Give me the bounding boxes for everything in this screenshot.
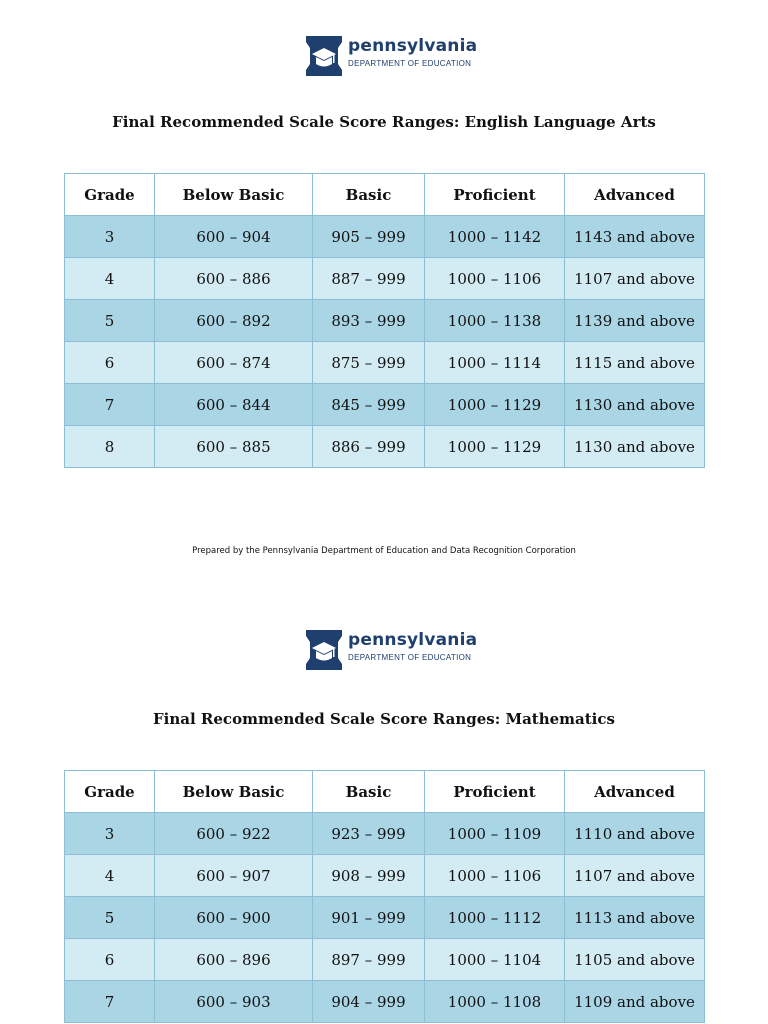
col-header-below-basic: Below Basic (155, 771, 313, 813)
cell-below-basic: 600 – 904 (155, 216, 313, 258)
cell-below-basic: 600 – 892 (155, 300, 313, 342)
cell-below-basic: 600 – 900 (155, 897, 313, 939)
pa-education-logo (304, 34, 478, 78)
cell-advanced: 1139 and above (565, 300, 705, 342)
cell-grade: 4 (65, 855, 155, 897)
col-header-grade: Grade (65, 174, 155, 216)
cell-basic: 901 – 999 (313, 897, 425, 939)
keystone-icon (304, 628, 344, 670)
table-row (65, 342, 705, 384)
cell-grade: 5 (65, 300, 155, 342)
cell-proficient: 1000 – 1106 (425, 258, 565, 300)
cell-proficient: 1000 – 1109 (425, 813, 565, 855)
cell-advanced: 1110 and above (565, 813, 705, 855)
table-row (65, 855, 705, 897)
math-score-table (64, 770, 705, 1023)
cell-proficient: 1000 – 1108 (425, 981, 565, 1023)
cell-grade: 3 (65, 216, 155, 258)
table-row (65, 813, 705, 855)
cell-advanced: 1107 and above (565, 258, 705, 300)
cell-grade: 4 (65, 258, 155, 300)
col-header-below-basic: Below Basic (155, 174, 313, 216)
cell-basic: 845 – 999 (313, 384, 425, 426)
cell-grade: 8 (65, 426, 155, 468)
table-row (65, 897, 705, 939)
table-row (65, 939, 705, 981)
cell-below-basic: 600 – 874 (155, 342, 313, 384)
col-header-grade: Grade (65, 771, 155, 813)
cell-below-basic: 600 – 903 (155, 981, 313, 1023)
cell-below-basic: 600 – 896 (155, 939, 313, 981)
ela-title: Final Recommended Scale Score Ranges: English Language Arts (112, 113, 656, 131)
cell-proficient: 1000 – 1129 (425, 384, 565, 426)
cell-grade: 6 (65, 939, 155, 981)
cell-basic: 875 – 999 (313, 342, 425, 384)
col-header-proficient: Proficient (425, 174, 565, 216)
cell-grade: 5 (65, 897, 155, 939)
cell-basic: 897 – 999 (313, 939, 425, 981)
ela-score-table (64, 173, 705, 468)
cell-below-basic: 600 – 885 (155, 426, 313, 468)
table-row (65, 216, 705, 258)
table-row (65, 300, 705, 342)
col-header-basic: Basic (313, 174, 425, 216)
org-name: pennsylvania (348, 36, 478, 56)
cell-proficient: 1000 – 1114 (425, 342, 565, 384)
table-row (65, 384, 705, 426)
table-row (65, 981, 705, 1023)
cell-proficient: 1000 – 1106 (425, 855, 565, 897)
cell-advanced: 1130 and above (565, 384, 705, 426)
col-header-proficient: Proficient (425, 771, 565, 813)
cell-advanced: 1115 and above (565, 342, 705, 384)
math-title: Final Recommended Scale Score Ranges: Mathematics (153, 710, 615, 728)
cell-advanced: 1130 and above (565, 426, 705, 468)
cell-advanced: 1143 and above (565, 216, 705, 258)
cell-below-basic: 600 – 844 (155, 384, 313, 426)
cell-proficient: 1000 – 1129 (425, 426, 565, 468)
table-row (65, 426, 705, 468)
table-row (65, 258, 705, 300)
cell-below-basic: 600 – 907 (155, 855, 313, 897)
footer-note: Prepared by the Pennsylvania Department of Education and Data Recognition Corporation (192, 546, 576, 556)
org-subtitle: DEPARTMENT OF EDUCATION (348, 59, 472, 68)
cell-advanced: 1107 and above (565, 855, 705, 897)
cell-basic: 886 – 999 (313, 426, 425, 468)
cell-basic: 905 – 999 (313, 216, 425, 258)
col-header-advanced: Advanced (565, 174, 705, 216)
cell-proficient: 1000 – 1142 (425, 216, 565, 258)
cell-advanced: 1113 and above (565, 897, 705, 939)
cell-basic: 904 – 999 (313, 981, 425, 1023)
org-subtitle: DEPARTMENT OF EDUCATION (348, 653, 472, 662)
cell-grade: 7 (65, 384, 155, 426)
cell-proficient: 1000 – 1138 (425, 300, 565, 342)
cell-advanced: 1105 and above (565, 939, 705, 981)
col-header-basic: Basic (313, 771, 425, 813)
pa-education-logo (304, 628, 478, 672)
cell-below-basic: 600 – 922 (155, 813, 313, 855)
cell-proficient: 1000 – 1112 (425, 897, 565, 939)
cell-below-basic: 600 – 886 (155, 258, 313, 300)
table-header-row (65, 771, 705, 813)
cell-basic: 923 – 999 (313, 813, 425, 855)
cell-basic: 908 – 999 (313, 855, 425, 897)
cell-proficient: 1000 – 1104 (425, 939, 565, 981)
col-header-advanced: Advanced (565, 771, 705, 813)
org-name: pennsylvania (348, 630, 478, 650)
cell-basic: 893 – 999 (313, 300, 425, 342)
cell-grade: 6 (65, 342, 155, 384)
keystone-icon (304, 34, 344, 76)
table-header-row (65, 174, 705, 216)
cell-advanced: 1109 and above (565, 981, 705, 1023)
cell-grade: 7 (65, 981, 155, 1023)
cell-grade: 3 (65, 813, 155, 855)
cell-basic: 887 – 999 (313, 258, 425, 300)
